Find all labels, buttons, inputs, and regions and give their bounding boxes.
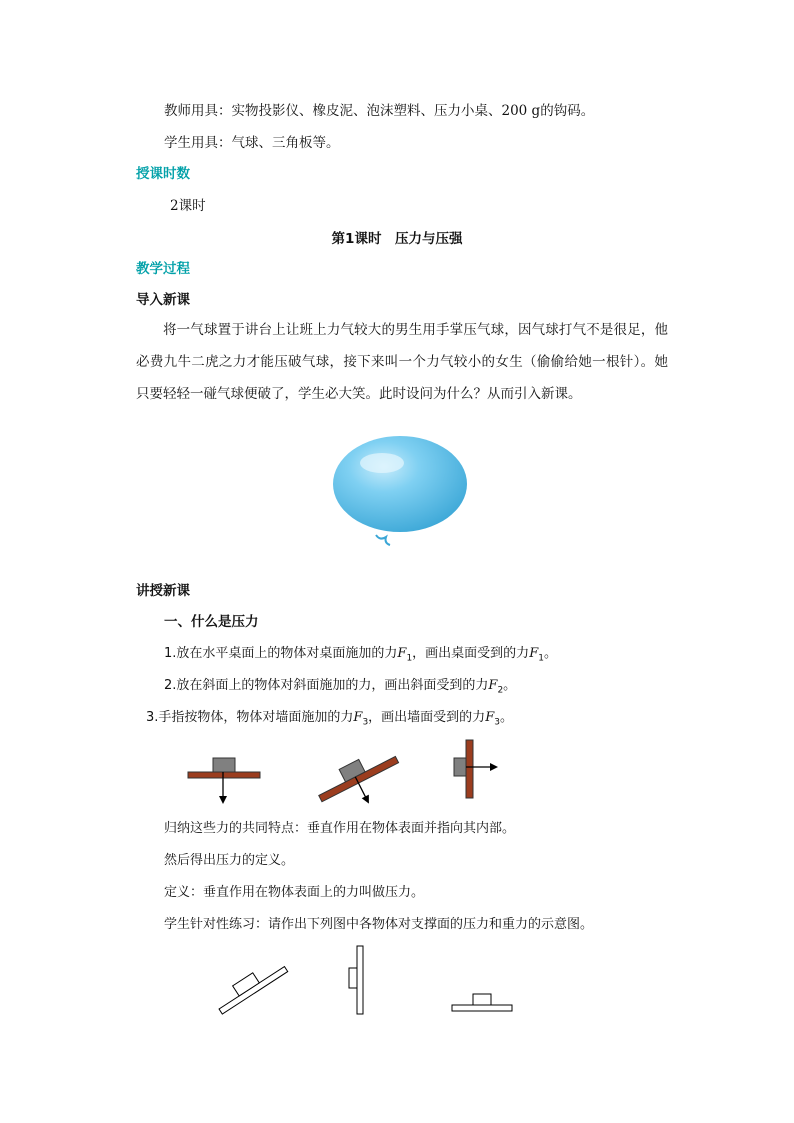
force-f2-symbol: F (488, 678, 498, 693)
item1-text-b: ，画出桌面受到的力 (412, 646, 530, 661)
vertical-wall (466, 740, 473, 798)
exercise-incline (216, 958, 288, 1016)
item1-text-a: 1.放在水平桌面上的物体对桌面施加的力 (164, 646, 398, 661)
process-heading: 教学过程 (136, 261, 190, 277)
force-f1-sub-2: 1 (538, 653, 544, 664)
student-materials: 学生用具：气球、三角板等。 (164, 135, 340, 151)
item2 (164, 676, 516, 701)
exercise-line: 学生针对性练习：请作出下列图中各物体对支撑面的压力和重力的示意图。 (164, 917, 594, 932)
lesson-title: 第1课时 压力与压强 (331, 231, 463, 247)
arrowhead-f2 (362, 795, 373, 806)
exercise-wall-block (349, 968, 357, 988)
force-f1-sub: 1 (406, 653, 413, 664)
schedule-hours: 2课时 (170, 198, 206, 214)
exercise-table-board (452, 1005, 512, 1011)
balloon-knot (376, 535, 390, 545)
item2-text-a: 2.放在斜面上的物体对斜面施加的力，画出斜面受到的力 (164, 678, 489, 693)
exercise-table-block (473, 994, 491, 1005)
teacher-materials: 教师用具：实物投影仪、橡皮泥、泡沫塑料、压力小桌、200 g的钩码。 (164, 103, 595, 119)
exercise-table (450, 990, 516, 1016)
force-f3-symbol: F (353, 710, 363, 725)
item2-text-b: 。 (503, 678, 517, 693)
force-f3-sub: 3 (362, 717, 369, 728)
balloon-body (333, 436, 467, 532)
block-on-table (213, 758, 235, 772)
new-lesson-heading: 讲授新课 (136, 583, 190, 599)
diagram-incline (310, 738, 410, 810)
balloon-highlight (360, 453, 404, 473)
definition-line: 定义：垂直作用在物体表面上的力叫做压力。 (164, 885, 425, 900)
intro-paragraph: 将一气球置于讲台上让班上力气较大的男生用手掌压气球，因气球打气不是很足，他必费九牛二虎之力才能压破气球，接下来叫一个力气较小的女生（偷偷给她一根针）。她只要轻轻一碰气球便破了，学生必大笑。此时设问为什么？从而引入新课。 (136, 322, 668, 402)
intro-heading: 导入新课 (136, 292, 190, 308)
diagram-wall (446, 738, 516, 802)
force-f1-symbol: F (397, 646, 407, 661)
schedule-heading: 授课时数 (136, 166, 190, 182)
force-f3-symbol-2: F (485, 710, 495, 725)
diagram-horizontal-table (186, 738, 266, 810)
arrowhead-f1 (219, 796, 227, 804)
force-f1-symbol-2: F (529, 646, 539, 661)
force-f2-sub: 2 (497, 685, 504, 696)
then-line: 然后得出压力的定义。 (164, 853, 295, 868)
item3-text-a: 3.手指按物体，物体对墙面施加的力 (146, 710, 354, 725)
horizontal-board (188, 772, 260, 778)
balloon-illustration (330, 435, 470, 550)
force-f3-sub-2: 3 (494, 717, 500, 728)
item3-text-c: 。 (499, 710, 513, 725)
section1-heading: 一、什么是压力 (164, 614, 259, 630)
item1 (164, 644, 557, 669)
item3 (146, 708, 513, 733)
block-on-wall (454, 758, 466, 776)
arrowhead-f3 (490, 763, 498, 771)
item1-text-c: 。 (543, 646, 557, 661)
exercise-wall (346, 944, 370, 1016)
summary-line: 归纳这些力的共同特点：垂直作用在物体表面并指向其内部。 (164, 821, 516, 836)
item3-text-b: ，画出墙面受到的力 (368, 710, 486, 725)
exercise-wall-board (357, 946, 363, 1014)
